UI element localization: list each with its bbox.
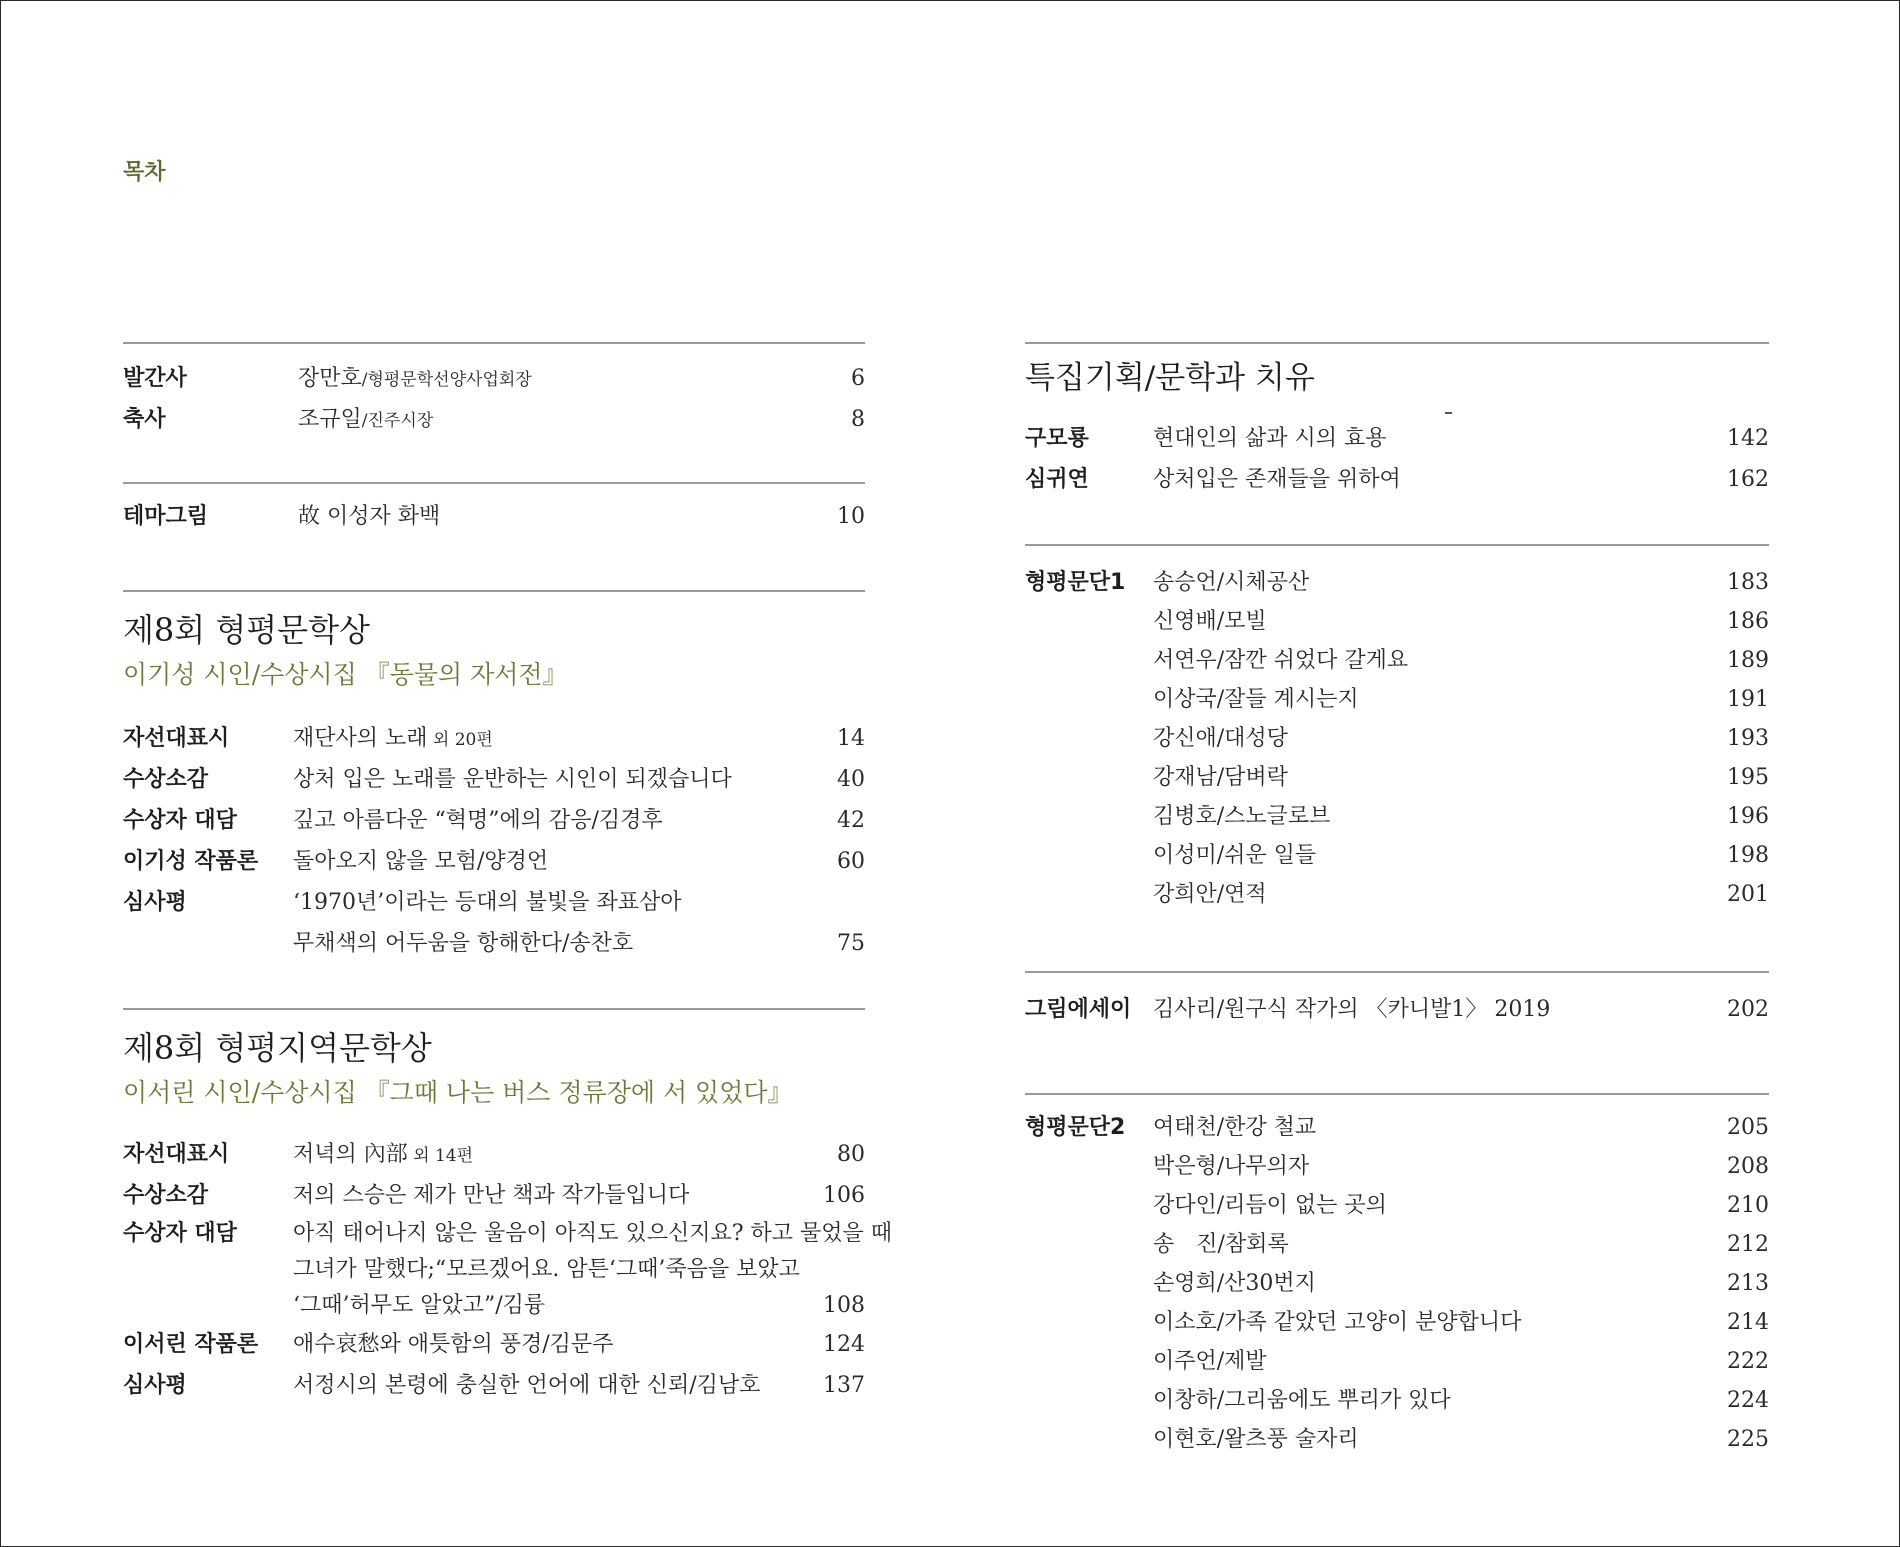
entry-title: 저녁의 內部 외 14편 — [293, 1142, 474, 1167]
special-heading: 특집기획/문학과 치유 — [1025, 360, 1315, 396]
category-label: 수상소감 — [123, 1183, 209, 1208]
entry-title: 무채색의 어두움을 항해한다/송찬호 — [293, 931, 634, 956]
category-label: 수상소감 — [123, 767, 209, 792]
page-number: 40 — [837, 767, 865, 792]
entry-title: 서연우/잠깐 쉬었다 갈게요 — [1153, 648, 1409, 673]
toc-label: 목차 — [123, 160, 166, 185]
toc-row[interactable] — [1025, 459, 1769, 500]
page-number: 205 — [1727, 1115, 1769, 1140]
entry-title: 깊고 아름다운 “혁명”에의 감응/김경후 — [293, 808, 663, 833]
page-number: 201 — [1727, 882, 1769, 907]
toc-row[interactable] — [1025, 836, 1769, 875]
toc-row-continued[interactable] — [123, 923, 865, 964]
toc-row[interactable] — [123, 1175, 865, 1216]
section-special-feature — [1025, 342, 1769, 544]
toc-row[interactable] — [1025, 1381, 1769, 1420]
right-column — [1025, 342, 1769, 1459]
left-column — [123, 342, 893, 1406]
toc-row[interactable] — [1025, 1420, 1769, 1459]
page-number: 193 — [1727, 726, 1769, 751]
toc-row[interactable] — [1025, 797, 1769, 836]
section-mundan-1 — [1025, 544, 1769, 971]
toc-row[interactable] — [1025, 1342, 1769, 1381]
page-number: 189 — [1727, 648, 1769, 673]
toc-row[interactable] — [123, 1365, 865, 1406]
page-number: 195 — [1727, 765, 1769, 790]
category-label: 이기성 작품론 — [123, 849, 259, 874]
page-number: 202 — [1727, 997, 1769, 1022]
entry-title: 강재남/담벼락 — [1153, 765, 1288, 790]
toc-row-continued[interactable] — [123, 1252, 865, 1288]
toc-row-continued[interactable] — [123, 1288, 865, 1324]
entry-title: 송 진/참회록 — [1153, 1232, 1289, 1257]
entry-title: 신영배/모빌 — [1153, 609, 1267, 634]
page-number: 42 — [837, 808, 865, 833]
entry-title: 김병호/스노글로브 — [1153, 804, 1331, 829]
page-number: 214 — [1727, 1310, 1769, 1335]
page-number: 212 — [1727, 1232, 1769, 1257]
category-label: 자선대표시 — [123, 1142, 230, 1167]
toc-row[interactable] — [1025, 758, 1769, 797]
category-label: 수상자 대담 — [123, 1221, 237, 1246]
page-number: 210 — [1727, 1193, 1769, 1218]
page-number: 186 — [1727, 609, 1769, 634]
entry-title: 이창하/그리움에도 뿌리가 있다 — [1153, 1388, 1451, 1413]
toc-row[interactable] — [123, 718, 865, 759]
award-subheading: 이기성 시인/수상시집 『동물의 자서전』 — [123, 660, 568, 689]
category-label: 이서린 작품론 — [123, 1332, 259, 1357]
entry-title: 이상국/잘들 계시는지 — [1153, 687, 1359, 712]
entry-title: 이현호/왈츠풍 술자리 — [1153, 1427, 1359, 1452]
page-number: 224 — [1727, 1388, 1769, 1413]
page-number: 183 — [1727, 570, 1769, 595]
toc-row[interactable] — [123, 1216, 893, 1252]
toc-row[interactable] — [1025, 1147, 1769, 1186]
entry-title: 박은형/나무의자 — [1153, 1154, 1310, 1179]
category-label: 그림에세이 — [1025, 997, 1132, 1022]
entry-title: ‘그때’허무도 알았고”/김륭 — [293, 1293, 546, 1318]
award-heading: 제8회 형평문학상 — [123, 611, 370, 649]
toc-row[interactable] — [1025, 875, 1769, 914]
toc-row[interactable] — [123, 841, 865, 882]
entry-title: 돌아오지 않을 모험/양경언 — [293, 849, 549, 874]
page-number: 196 — [1727, 804, 1769, 829]
page-number: 142 — [1727, 426, 1769, 451]
toc-row[interactable] — [1025, 602, 1769, 641]
category-label: 심사평 — [123, 890, 187, 915]
page-number: 208 — [1727, 1154, 1769, 1179]
page-number: 198 — [1727, 843, 1769, 868]
entry-title: 아직 태어나지 않은 울음이 아직도 있으신지요? 하고 물었을 때 — [293, 1221, 893, 1246]
author-label: 심귀연 — [1025, 467, 1089, 492]
entry-title: 재단사의 노래 외 20편 — [293, 726, 493, 751]
entry-title: 손영희/산30번지 — [1153, 1271, 1316, 1296]
category-label: 축사 — [123, 407, 166, 432]
entry-title: 강신애/대성당 — [1153, 726, 1288, 751]
entry-title: 강다인/리듬이 없는 곳의 — [1153, 1193, 1387, 1218]
entry-title: 이주언/제발 — [1153, 1349, 1267, 1374]
page-number: 106 — [823, 1183, 865, 1208]
section-mundan-2 — [1025, 1093, 1769, 1459]
section-award-1 — [123, 590, 865, 1008]
toc-row[interactable] — [1025, 1108, 1769, 1147]
section-preface — [123, 342, 865, 482]
entry-title: 이성미/쉬운 일들 — [1153, 843, 1317, 868]
page-number: 222 — [1727, 1349, 1769, 1374]
page-number: 137 — [823, 1373, 865, 1398]
author-label: 구모룡 — [1025, 426, 1089, 451]
entry-title: 장만호/형평문학선양사업회장 — [298, 366, 532, 391]
page-number: 14 — [837, 726, 865, 751]
page-number: 80 — [837, 1142, 865, 1167]
toc-row[interactable] — [1025, 641, 1769, 680]
entry-title: 저의 스승은 제가 만난 책과 작가들입니다 — [293, 1183, 690, 1208]
toc-row[interactable] — [1025, 1303, 1769, 1342]
toc-row[interactable] — [123, 496, 865, 537]
entry-title: ‘1970년’이라는 등대의 불빛을 좌표삼아 — [293, 890, 682, 915]
entry-title: 상처 입은 노래를 운반하는 시인이 되겠습니다 — [293, 767, 732, 792]
section-theme-art — [123, 482, 865, 590]
entry-title: 상처입은 존재들을 위하여 — [1153, 467, 1401, 492]
entry-title: 이소호/가족 같았던 고양이 분양합니다 — [1153, 1310, 1522, 1335]
entry-title: 조규일/진주시장 — [298, 407, 434, 432]
toc-row[interactable] — [123, 800, 865, 841]
category-label: 수상자 대담 — [123, 808, 237, 833]
toc-row[interactable] — [1025, 1225, 1769, 1264]
toc-row[interactable] — [1025, 563, 1769, 602]
page-number: 213 — [1727, 1271, 1769, 1296]
toc-row[interactable] — [123, 399, 865, 440]
entry-title: 현대인의 삶과 시의 효용 — [1153, 426, 1387, 451]
page-number: 60 — [837, 849, 865, 874]
section-picture-essay — [1025, 971, 1769, 1093]
page-number: 6 — [851, 366, 865, 391]
entry-title: 송승언/시체공산 — [1153, 570, 1310, 595]
category-label: 심사평 — [123, 1373, 187, 1398]
page-number: 108 — [823, 1293, 865, 1318]
toc-row[interactable] — [123, 358, 865, 399]
toc-row[interactable] — [1025, 719, 1769, 758]
toc-row[interactable] — [123, 882, 865, 923]
award-heading: 제8회 형평지역문학상 — [123, 1029, 432, 1067]
category-label: 형평문단2 — [1025, 1115, 1126, 1140]
entry-title: 여태천/한강 철교 — [1153, 1115, 1317, 1140]
page-number: 124 — [823, 1332, 865, 1357]
entry-title: 故 이성자 화백 — [298, 504, 441, 529]
page-number: 8 — [851, 407, 865, 432]
entry-title: 강희안/연적 — [1153, 882, 1267, 907]
decorative-dash — [1445, 412, 1452, 414]
category-label: 테마그림 — [123, 504, 209, 529]
toc-row[interactable] — [1025, 1186, 1769, 1225]
category-label: 발간사 — [123, 366, 187, 391]
toc-row[interactable] — [1025, 1264, 1769, 1303]
toc-row[interactable] — [123, 1134, 865, 1175]
entry-title: 김사리/원구식 작가의 〈카니발1〉 2019 — [1153, 997, 1551, 1022]
page-number: 75 — [837, 931, 865, 956]
category-label: 자선대표시 — [123, 726, 230, 751]
page-number: 225 — [1727, 1427, 1769, 1452]
toc-row[interactable] — [1025, 680, 1769, 719]
toc-row[interactable] — [123, 759, 865, 800]
toc-row[interactable] — [1025, 418, 1769, 459]
entry-title: 서정시의 본령에 충실한 언어에 대한 신뢰/김남호 — [293, 1373, 761, 1398]
entry-title: 그녀가 말했다;“모르겠어요. 암튼‘그때’죽음을 보았고 — [293, 1257, 800, 1282]
page-number: 10 — [837, 504, 865, 529]
category-label: 형평문단1 — [1025, 570, 1126, 595]
toc-row[interactable] — [123, 1324, 865, 1365]
toc-row[interactable] — [1025, 989, 1769, 1030]
award-subheading: 이서린 시인/수상시집 『그때 나는 버스 정류장에 서 있었다』 — [123, 1078, 793, 1107]
section-award-2 — [123, 1008, 893, 1406]
page-number: 191 — [1727, 687, 1769, 712]
entry-title: 애수哀愁와 애틋함의 풍경/김문주 — [293, 1332, 614, 1357]
page-number: 162 — [1727, 467, 1769, 492]
